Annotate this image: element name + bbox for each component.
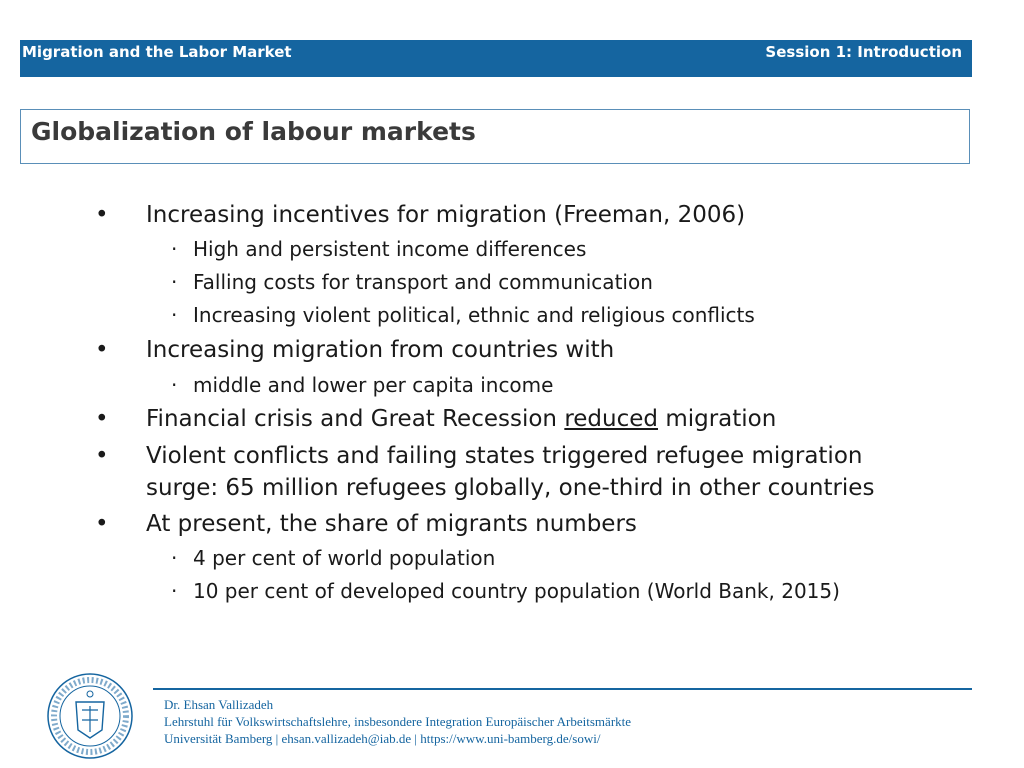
list-item bbox=[95, 406, 777, 432]
list-item bbox=[95, 511, 637, 537]
sub-bullet-marker: · bbox=[171, 546, 178, 570]
bullet-text-line1: Violent conflicts and failing states triggered refugee migration bbox=[146, 443, 863, 469]
list-item bbox=[171, 546, 496, 570]
sub-bullet-marker: · bbox=[171, 373, 178, 397]
bullet-text: At present, the share of migrants numbers bbox=[146, 511, 637, 537]
sub-bullet-marker: · bbox=[171, 270, 178, 294]
bullet-text-emphasis: reduced bbox=[564, 406, 659, 432]
bullet-text: Increasing incentives for migration (Freeman, 2006) bbox=[146, 202, 746, 228]
bullet-text: Increasing migration from countries with bbox=[146, 337, 615, 363]
footer-contact: Universität Bamberg | ehsan.vallizadeh@iab.de | https://www.uni-bamberg.de/sowi/ bbox=[164, 731, 601, 746]
sub-bullet-text: Increasing violent political, ethnic and religious conflicts bbox=[193, 303, 755, 327]
slide-title: Globalization of labour markets bbox=[31, 117, 476, 146]
sub-bullet-marker: · bbox=[171, 237, 178, 261]
list-item bbox=[171, 237, 587, 261]
bullet-marker: • bbox=[95, 406, 109, 432]
bullet-text-start: Financial crisis and Great Recession bbox=[146, 406, 565, 432]
list-item bbox=[171, 270, 653, 294]
slide-title-box bbox=[20, 109, 970, 164]
list-item bbox=[171, 579, 840, 603]
bullet-text-line2: surge: 65 million refugees globally, one-third in other countries bbox=[146, 475, 875, 501]
list-item bbox=[95, 443, 863, 469]
footer bbox=[164, 696, 631, 747]
list-item bbox=[95, 202, 746, 228]
header-bar bbox=[20, 40, 972, 77]
sub-bullet-text: 4 per cent of world population bbox=[193, 546, 496, 570]
bullet-marker: • bbox=[95, 511, 109, 537]
bullet-marker: • bbox=[95, 337, 109, 363]
sub-bullet-text: middle and lower per capita income bbox=[193, 373, 554, 397]
sub-bullet-marker: · bbox=[171, 579, 178, 603]
bullet-text-end: migration bbox=[658, 406, 777, 432]
sub-bullet-marker: · bbox=[171, 303, 178, 327]
sub-bullet-text: Falling costs for transport and communication bbox=[193, 270, 653, 294]
university-seal-logo bbox=[46, 672, 134, 760]
list-item bbox=[171, 373, 554, 397]
footer-divider bbox=[153, 688, 972, 690]
footer-author: Dr. Ehsan Vallizadeh bbox=[164, 697, 274, 712]
bullet-marker: • bbox=[95, 443, 109, 469]
footer-chair: Lehrstuhl für Volkswirtschaftslehre, insbesondere Integration Europäischer Arbeitsmärkte bbox=[164, 714, 632, 729]
sub-bullet-text: 10 per cent of developed country population (World Bank, 2015) bbox=[193, 579, 840, 603]
bullet-marker: • bbox=[95, 202, 109, 228]
list-item bbox=[95, 337, 615, 363]
sub-bullet-text: High and persistent income differences bbox=[193, 237, 587, 261]
session-label: Session 1: Introduction bbox=[765, 43, 962, 61]
list-item bbox=[171, 303, 755, 327]
course-title: Migration and the Labor Market bbox=[22, 43, 292, 61]
list-item-continuation bbox=[146, 475, 874, 501]
